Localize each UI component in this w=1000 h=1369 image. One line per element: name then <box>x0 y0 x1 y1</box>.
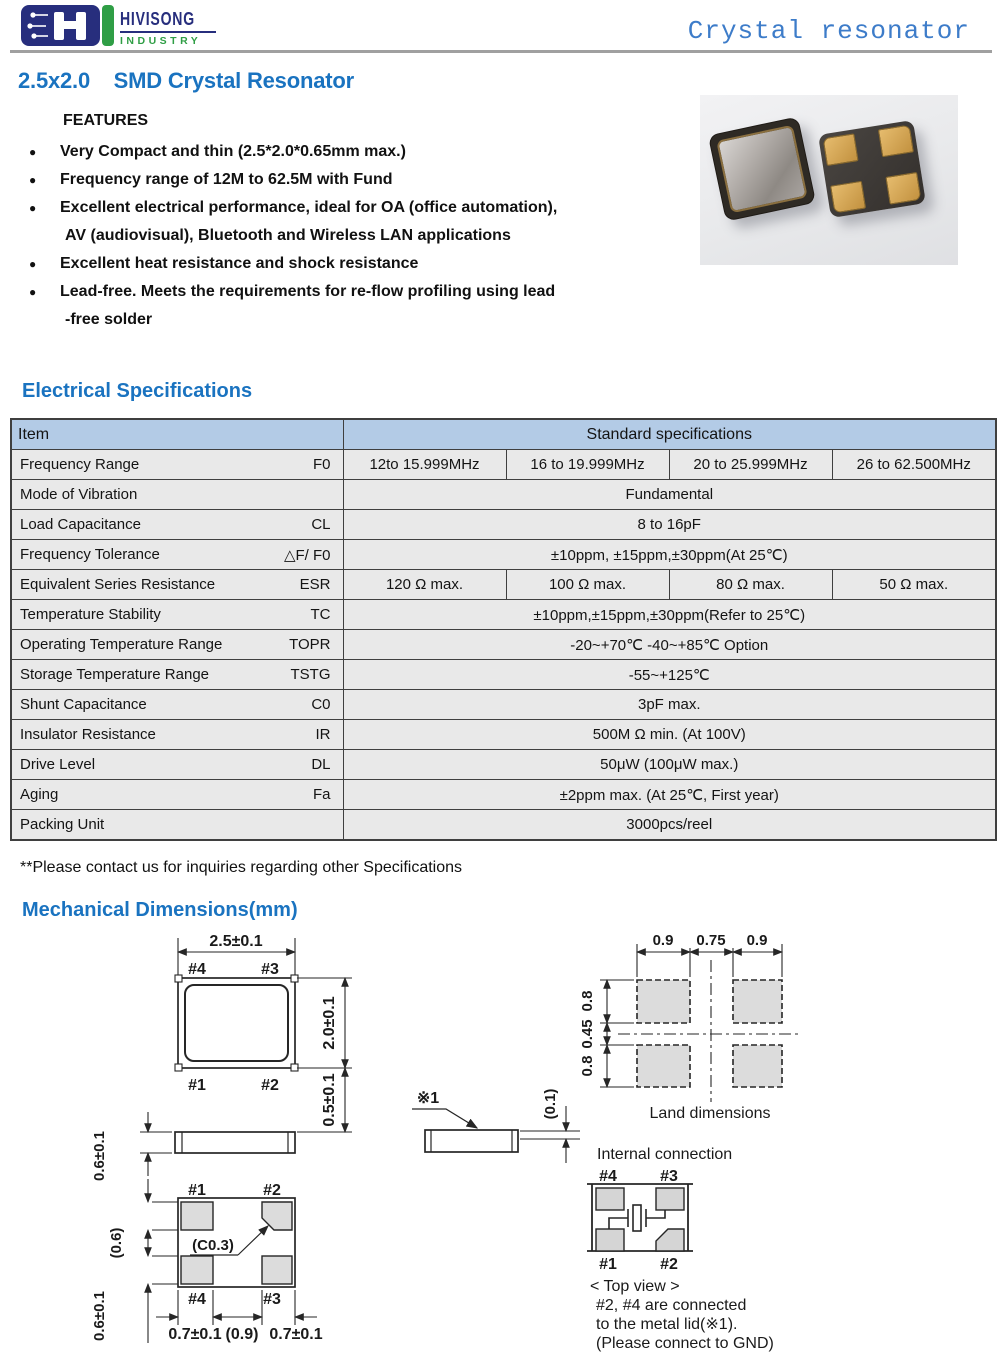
table-row <box>11 780 996 810</box>
pad-label: #4 <box>188 1291 206 1308</box>
features-section <box>25 112 685 334</box>
pad-label: #3 <box>263 1291 281 1308</box>
row-symbol: F0 <box>312 456 331 473</box>
company-logo <box>20 3 202 49</box>
row-value: 26 to 62.500MHz <box>832 450 996 480</box>
connection-note: (Please connect to GND) <box>596 1335 774 1352</box>
pad-label: #2 <box>261 1077 279 1094</box>
row-value: 500M Ω min. (At 100V) <box>343 720 996 750</box>
row-value: 50 Ω max. <box>832 570 996 600</box>
row-label: Insulator Resistance <box>20 726 156 743</box>
dim-bottom: 0.7±0.1 <box>269 1326 323 1343</box>
row-value: ±10ppm, ±15ppm,±30ppm(At 25℃) <box>343 540 996 570</box>
row-label: Temperature Stability <box>20 606 161 623</box>
row-symbol: TC <box>310 606 331 623</box>
dim-left: 0.6±0.1 <box>91 1131 108 1181</box>
table-row <box>11 480 996 510</box>
row-value: 20 to 25.999MHz <box>669 450 832 480</box>
row-symbol: Fa <box>312 786 331 803</box>
brand-subtitle: INDUSTRY <box>120 31 216 47</box>
pin-label: #1 <box>599 1256 617 1273</box>
brand-name: HIVISONG <box>120 9 195 29</box>
feature-item-continuation: -free solder <box>65 311 153 328</box>
table-row <box>11 540 996 570</box>
row-value: 100 Ω max. <box>506 570 669 600</box>
gold-pad <box>823 133 859 166</box>
section-title-mechanical: Mechanical Dimensions(mm) <box>22 899 298 921</box>
land-dim-left: 0.8 <box>579 1055 596 1077</box>
chamfer-label: (C0.3) <box>192 1237 234 1254</box>
table-header-row <box>11 419 996 450</box>
row-value: 120 Ω max. <box>343 570 506 600</box>
feature-item: ● Excellent electrical performance, ideal for OA (office automation), <box>25 194 685 222</box>
section-title-electrical: Electrical Specifications <box>22 380 253 402</box>
land-dim-left: 0.45 <box>579 1019 596 1049</box>
feature-item: ● Very Compact and thin (2.5*2.0*0.65mm max.) <box>25 138 685 166</box>
row-value: Fundamental <box>343 480 996 510</box>
pin-label: #2 <box>660 1256 678 1273</box>
connection-note: to the metal lid(※1). <box>596 1316 738 1333</box>
row-value: 16 to 19.999MHz <box>506 450 669 480</box>
land-dim-top: 0.75 <box>696 932 726 949</box>
feature-item-continuation: AV (audiovisual), Bluetooth and Wireless LAN applications <box>65 227 511 244</box>
row-value: 80 Ω max. <box>669 570 832 600</box>
features-heading: FEATURES <box>63 112 149 129</box>
table-row <box>11 750 996 780</box>
gold-pad <box>878 125 914 158</box>
pad-label: #3 <box>261 961 279 978</box>
row-label: Frequency Range <box>20 456 140 473</box>
row-value: 3000pcs/reel <box>343 810 996 841</box>
pin-label: #4 <box>599 1168 617 1185</box>
pad-label: #4 <box>188 961 206 978</box>
dim-bottom: (0.9) <box>225 1326 259 1343</box>
row-label: Frequency Tolerance <box>20 546 160 563</box>
dim-bottom: 0.7±0.1 <box>168 1326 222 1343</box>
table-row <box>11 690 996 720</box>
row-value: -55~+125℃ <box>343 660 996 690</box>
crystal-pad-view <box>818 120 926 218</box>
col-header-item: Item <box>11 419 343 450</box>
land-dim-top: 0.9 <box>746 932 768 949</box>
table-row <box>11 570 996 600</box>
row-label: Storage Temperature Range <box>20 666 210 683</box>
row-symbol: △F/ F0 <box>283 546 331 564</box>
logo-icon <box>20 3 116 49</box>
lid-reference-label: ※1 <box>416 1090 440 1107</box>
dim-standoff: 0.5±0.1 <box>321 1073 338 1127</box>
table-row <box>11 450 996 480</box>
dim-left: 0.6±0.1 <box>91 1291 108 1341</box>
package-bottom-view <box>156 1198 317 1325</box>
row-value: ±10ppm,±15ppm,±30ppm(Refer to 25℃) <box>343 600 996 630</box>
row-symbol: ESR <box>299 576 331 593</box>
feature-item: ● Lead-free. Meets the requirements for re-flow profiling using lead <box>25 278 685 306</box>
table-footnote: **Please contact us for inquiries regarding other Specifications <box>20 859 463 876</box>
row-label: Equivalent Series Resistance <box>20 576 216 593</box>
row-symbol: CL <box>311 516 331 533</box>
table-row <box>11 600 996 630</box>
mechanical-drawing <box>0 925 1000 1369</box>
connection-note: #2, #4 are connected <box>596 1297 747 1314</box>
gold-pad <box>830 181 866 214</box>
pad-label: #1 <box>188 1182 206 1199</box>
land-dim-top: 0.9 <box>652 932 674 949</box>
table-row <box>11 810 996 841</box>
row-symbol: TSTG <box>290 666 331 683</box>
table-row <box>11 660 996 690</box>
row-label: Aging <box>20 786 59 803</box>
spec-table-wrap <box>10 418 997 841</box>
internal-connection-title: Internal connection <box>597 1146 733 1163</box>
table-row <box>11 630 996 660</box>
dim-top-height: 2.0±0.1 <box>321 996 338 1050</box>
top-view-caption: < Top view > <box>590 1278 680 1295</box>
row-symbol: DL <box>311 756 331 773</box>
spec-table <box>10 418 997 841</box>
row-label: Packing Unit <box>20 816 105 833</box>
row-value: ±2ppm max. (At 25℃, First year) <box>343 780 996 810</box>
row-label: Drive Level <box>20 756 96 773</box>
dim-lid-thickness: (0.1) <box>542 1088 559 1120</box>
table-row <box>11 720 996 750</box>
land-dim-left: 0.8 <box>579 990 596 1012</box>
dim-left: (0.6) <box>108 1227 125 1259</box>
pad-label: #1 <box>188 1077 206 1094</box>
row-value: 50μW (100μW max.) <box>343 750 996 780</box>
row-label: Shunt Capacitance <box>20 696 147 713</box>
feature-item: ● Excellent heat resistance and shock resistance <box>25 250 685 278</box>
feature-item: ● Frequency range of 12M to 62.5M with Fund <box>25 166 685 194</box>
document-type-title: Crystal resonator <box>687 16 970 46</box>
internal-connection-diagram <box>587 1184 693 1251</box>
row-symbol: IR <box>315 726 331 743</box>
row-value: -20~+70℃ -40~+85℃ Option <box>343 630 996 660</box>
row-label: Load Capacitance <box>20 516 141 533</box>
row-value: 3pF max. <box>343 690 996 720</box>
gold-pad <box>885 172 921 205</box>
col-header-standard: Standard specifications <box>343 419 996 450</box>
land-pattern <box>600 944 802 1102</box>
metal-lid <box>716 125 808 214</box>
page-title: 2.5x2.0 SMD Crystal Resonator <box>18 68 354 93</box>
crystal-lid-view <box>708 116 816 221</box>
row-symbol: C0 <box>311 696 331 713</box>
row-value: 8 to 16pF <box>343 510 996 540</box>
dim-top-width: 2.5±0.1 <box>209 933 263 950</box>
row-label: Operating Temperature Range <box>20 636 223 653</box>
row-value: 12to 15.999MHz <box>343 450 506 480</box>
table-row <box>11 510 996 540</box>
header-divider <box>10 50 992 53</box>
land-caption: Land dimensions <box>649 1105 771 1122</box>
pad-label: #2 <box>263 1182 281 1199</box>
row-symbol: TOPR <box>289 636 331 653</box>
product-photo <box>700 95 958 265</box>
row-label: Mode of Vibration <box>20 486 138 503</box>
pin-label: #3 <box>660 1168 678 1185</box>
